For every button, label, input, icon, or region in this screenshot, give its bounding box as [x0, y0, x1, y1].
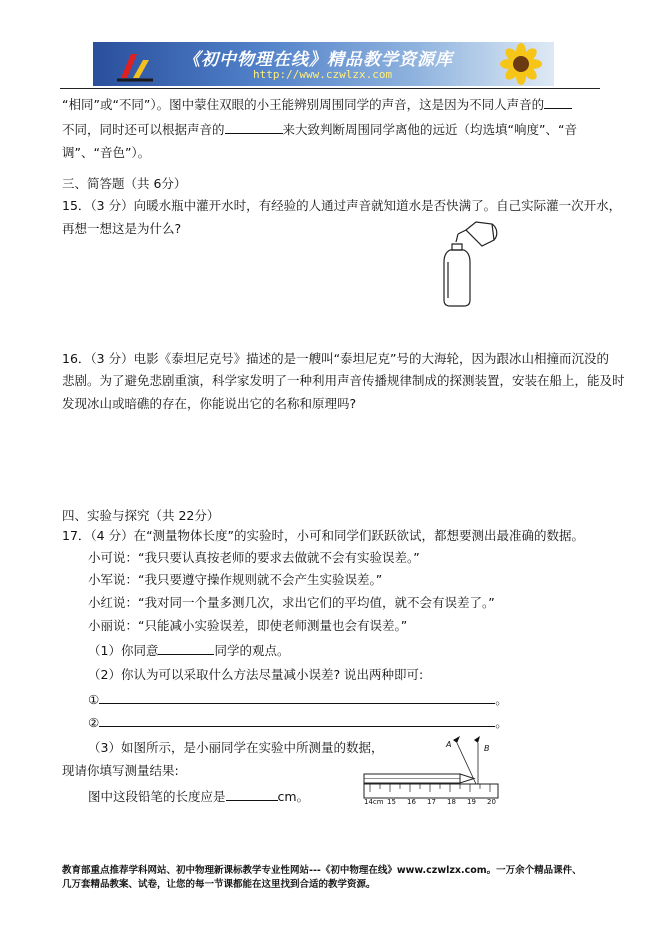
answer-blank[interactable] — [158, 642, 214, 655]
intro-text-1: “相同”或“不同”）。图中蒙住双眼的小王能辨别周围同学的声音，这是因为不同人声音的 — [62, 97, 545, 112]
q17-line-1: 17．（4 分）在“测量物体长度”的实验时，小可和同学们跃跃欲试，都想要测出最准确的数据。 — [62, 528, 585, 543]
q17-part2: （2）你认为可以采取什么方法尽量减小误差? 说出两种即可: — [88, 667, 424, 682]
section-4-heading: 四、实验与探究（共 22分） — [62, 508, 220, 523]
ruler-label: 17 — [427, 798, 436, 806]
q16-line-2: 悲剧。为了避免悲剧重演，科学家发明了一种利用声音传播规律制成的探测装置，安装在船上，能及时 — [62, 373, 625, 388]
answer-line[interactable] — [99, 714, 495, 727]
q17-xiaoli: 小丽说：“只能减小实验误差，即使老师测量也会有误差。” — [88, 618, 408, 633]
eye-position-b: B — [484, 744, 490, 753]
q17-part1 — [88, 642, 289, 659]
ruler-label: 18 — [447, 798, 456, 806]
intro-text-2b: 来大致判断周围同学离他的远近（均选填“响度”、“音 — [282, 122, 577, 137]
intro-line-1 — [62, 96, 572, 113]
ruler-figure — [360, 734, 502, 808]
option-2-marker: ② — [88, 715, 100, 730]
ruler-label: 14cm — [364, 798, 384, 806]
answer-blank[interactable] — [544, 96, 572, 109]
answer-blank[interactable] — [226, 788, 278, 801]
ruler-label: 16 — [407, 798, 416, 806]
ruler-label: 19 — [467, 798, 476, 806]
footer-line-1: 教育部重点推荐学科网站、初中物理新课标教学专业性网站---《初中物理在线》www.czwlzx.com。一万余个精品课件、 — [62, 865, 582, 876]
intro-line-2 — [62, 121, 577, 138]
intro-text-2a: 不同，同时还可以根据声音的 — [62, 122, 225, 137]
period: 。 — [495, 715, 508, 730]
q17-part1-text-a: （1）你同意 — [88, 643, 159, 658]
intro-line-3: 调”、“音色”）。 — [62, 145, 151, 160]
q17-part1-text-b: 同学的观点。 — [214, 643, 290, 658]
q15-line-1: 15．（3 分）向暖水瓶中灌开水时，有经验的人通过声音就知道水是否快满了。自己实际灌一次开水， — [62, 198, 622, 213]
sunflower-icon — [488, 42, 554, 86]
ruler-label: 15 — [387, 798, 396, 806]
q17-part3-line-2: 现请你填写测量结果: — [62, 763, 179, 778]
answer-line[interactable] — [99, 691, 495, 704]
option-1-marker: ① — [88, 692, 100, 707]
ruler-label: 20 — [487, 798, 496, 806]
q17-part3-line-3 — [88, 788, 309, 805]
banner-url[interactable]: http://www.czwlzx.com — [253, 68, 393, 81]
q17-part3-line-1: （3）如图所示，是小丽同学在实验中所测量的数据， — [88, 740, 384, 755]
eye-position-a: A — [446, 740, 452, 749]
q17-part3-text-a: 图中这段铅笔的长度应是 — [88, 789, 226, 804]
header-banner — [93, 42, 554, 86]
answer-blank[interactable] — [225, 121, 283, 134]
q17-xiaoke: 小可说：“我只要认真按老师的要求去做就不会有实验误差。” — [88, 550, 420, 565]
q17-part3-text-b: cm。 — [277, 789, 310, 804]
q17-option-2 — [88, 714, 508, 731]
header-divider — [60, 88, 600, 89]
site-logo-icon — [113, 48, 159, 82]
q17-xiaojun: 小军说：“我只要遵守操作规则就不会产生实验误差。” — [88, 572, 383, 587]
q15-line-2: 再想一想这是为什么? — [62, 221, 182, 236]
q16-line-1: 16．（3 分）电影《泰坦尼克号》描述的是一艘叫“泰坦尼克”号的大海轮，因为跟冰山相撞而沉没的 — [62, 351, 610, 366]
ruler-pencil-icon — [360, 734, 502, 808]
q16-line-3: 发现冰山或暗礁的存在，你能说出它的名称和原理吗? — [62, 396, 357, 411]
thermos-kettle-icon — [438, 216, 498, 308]
q17-option-1 — [88, 691, 508, 708]
footer-line-2: 几万套精品教案、试卷，让您的每一节课都能在这里找到合适的教学资源。 — [62, 879, 376, 890]
q17-xiaohong: 小红说：“我对同一个量多测几次，求出它们的平均值，就不会有误差了。” — [88, 595, 495, 610]
period: 。 — [495, 692, 508, 707]
section-3-heading: 三、简答题（共 6分） — [62, 176, 187, 191]
banner-title: 《初中物理在线》精品教学资源库 — [183, 50, 453, 70]
